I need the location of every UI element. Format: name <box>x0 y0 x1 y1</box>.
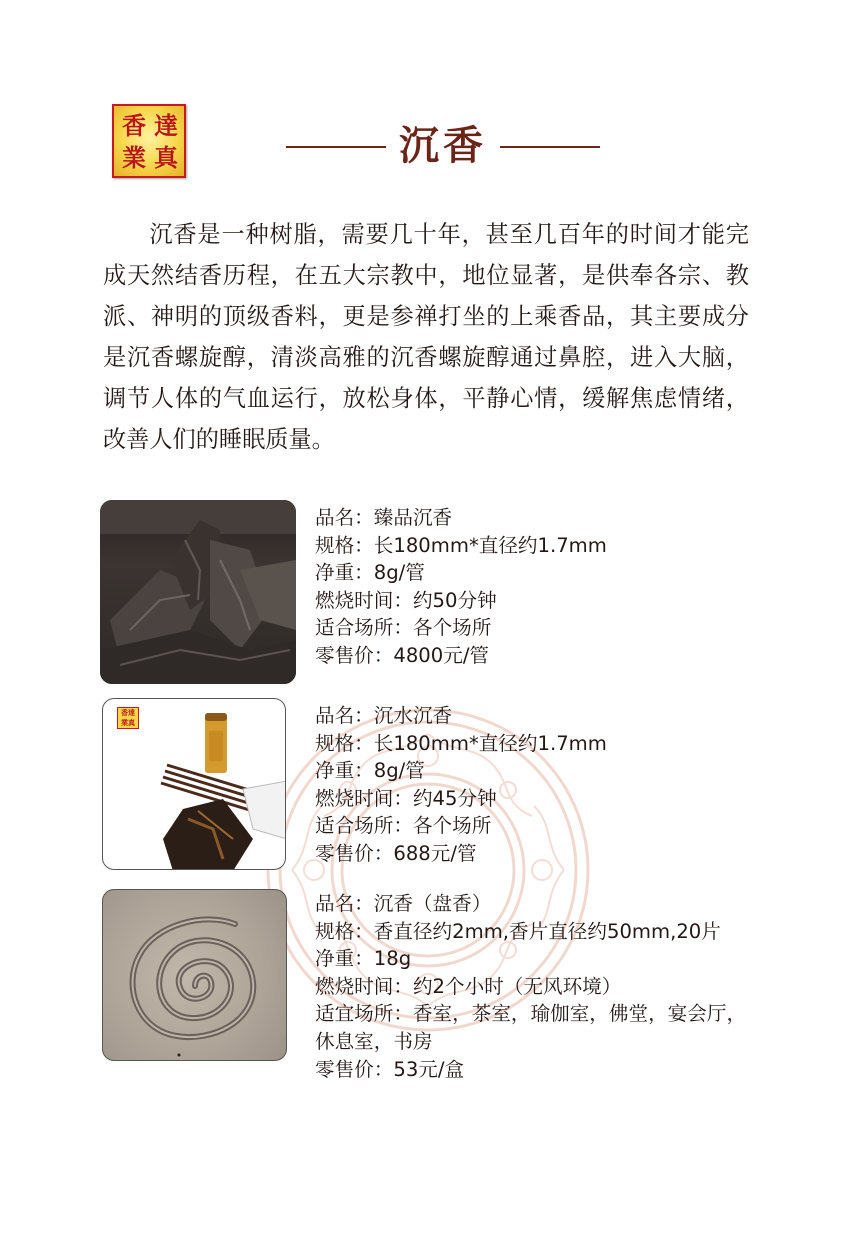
spec-burn-time: 燃烧时间：约45分钟 <box>315 786 497 810</box>
product-image-agarwood <box>100 500 296 684</box>
mini-logo-char: 業 <box>121 718 128 727</box>
spec-size: 规格：香直径约2mm,香片直径约50mm,20片 <box>315 919 721 943</box>
page-title: 沉香 <box>399 122 487 169</box>
spec-venue: 适合场所：各个场所 <box>315 616 492 640</box>
page-header <box>286 120 606 172</box>
mini-logo-char: 真 <box>128 718 135 727</box>
spec-venue: 适宜场所：香室，茶室，瑜伽室，佛堂，宴会厅，休息室，书房 <box>315 1002 747 1053</box>
logo-char: 真 <box>154 143 178 172</box>
spec-net-weight: 净重：8g/管 <box>315 561 425 585</box>
spec-product-name: 品名：臻品沉香 <box>315 506 453 529</box>
spec-product-name: 品名：沉香（盘香） <box>315 892 492 915</box>
intro-paragraph: 沉香是一种树脂，需要几十年，甚至几百年的时间才能完成天然结香历程，在五大宗教中，地位显著，是供奉各宗、教派、神明的顶级香料，更是参禅打坐的上乘香品，其主要成分是沉香螺旋醇，清淡高雅的沉香螺旋醇通过鼻腔，进入大脑，调节人体的气血运行，放松身体，平静心情，缓解焦虑情绪，改善人们的睡眠质量。 <box>103 221 749 453</box>
title-divider-left <box>286 146 386 148</box>
mini-logo-char: 香 <box>121 708 128 717</box>
spec-net-weight: 净重：8g/管 <box>315 759 425 783</box>
spec-product-name: 品名：沉水沉香 <box>315 704 453 727</box>
product-specs <box>315 504 607 670</box>
incense-sticks-icon <box>103 699 286 870</box>
logo-char: 香 <box>122 111 146 140</box>
logo-char: 達 <box>154 111 178 140</box>
spec-net-weight: 净重：18g <box>315 947 412 971</box>
logo-char: 業 <box>122 143 146 172</box>
title-divider-right <box>500 146 600 148</box>
spec-venue: 适合场所：各个场所 <box>315 814 492 838</box>
product-image-coil-incense <box>102 889 287 1061</box>
product-image-incense-sticks <box>102 698 286 870</box>
spec-burn-time: 燃烧时间：约2个小时（无风环境） <box>315 974 622 998</box>
product-specs <box>315 702 607 868</box>
spec-price: 零售价：53元/盒 <box>315 1057 465 1081</box>
mini-logo-char: 達 <box>128 708 135 717</box>
spec-price: 零售价：688元/管 <box>315 841 477 865</box>
spec-burn-time: 燃烧时间：约50分钟 <box>315 588 497 612</box>
spec-size: 规格：长180mm*直径约1.7mm <box>315 731 607 755</box>
spec-price: 零售价：4800元/管 <box>315 643 490 667</box>
coil-incense-icon <box>103 890 287 1061</box>
brand-logo <box>112 104 186 178</box>
agarwood-pieces-icon <box>100 500 296 684</box>
product-specs <box>315 890 755 1083</box>
spec-size: 规格：长180mm*直径约1.7mm <box>315 533 607 557</box>
